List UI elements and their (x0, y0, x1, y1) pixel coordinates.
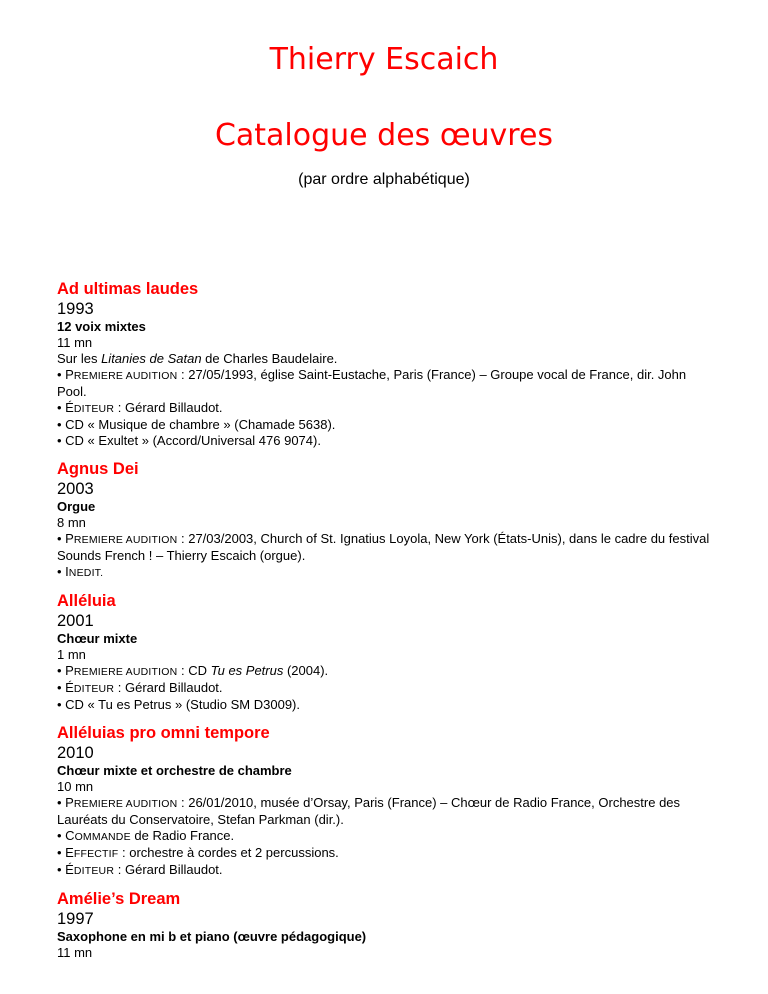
work-inedit (57, 564, 717, 581)
work-premiere (57, 795, 717, 828)
label-cap: É (65, 680, 74, 695)
label-rest: DITEUR (73, 683, 115, 695)
work-instrumentation: Chœur mixte et orchestre de chambre (57, 763, 292, 778)
editeur-text: : Gérard Billaudot. (114, 862, 223, 877)
work-entry (57, 591, 717, 713)
label-cap: E (65, 845, 74, 860)
label-rest: REMIERE AUDITION (73, 666, 178, 678)
commande-text: de Radio France. (130, 828, 235, 843)
work-editeur (57, 400, 717, 417)
work-premiere (57, 367, 717, 400)
work-premiere (57, 663, 717, 680)
work-cd: • CD « Tu es Petrus » (Studio SM D3009). (57, 697, 300, 712)
label-rest: NEDIT. (68, 567, 104, 579)
bullet: • (57, 531, 66, 546)
works-list (57, 279, 717, 971)
bullet: • (57, 400, 66, 415)
label-rest: REMIERE AUDITION (73, 534, 178, 546)
label-cap: P (65, 663, 74, 678)
editeur-text: : Gérard Billaudot. (114, 680, 223, 695)
work-title: Alléluia (57, 592, 116, 610)
work-year: 2003 (57, 480, 94, 498)
bullet: • (57, 828, 66, 843)
work-entry (57, 889, 717, 961)
work-text-source (57, 351, 717, 367)
editeur-text: : Gérard Billaudot. (114, 400, 223, 415)
work-commande (57, 828, 717, 845)
work-effectif (57, 845, 717, 862)
text-italic: Litanies de Satan (101, 351, 202, 366)
bullet: • (57, 795, 66, 810)
subtitle: (par ordre alphabétique) (298, 171, 470, 188)
work-entry (57, 723, 717, 879)
work-instrumentation: Orgue (57, 499, 96, 514)
bullet: • (57, 680, 66, 695)
work-cd: • CD « Musique de chambre » (Chamade 5638). (57, 417, 336, 432)
work-editeur (57, 680, 717, 697)
label-rest: DITEUR (73, 865, 115, 877)
bullet: • (57, 845, 66, 860)
label-rest: DITEUR (73, 403, 115, 415)
work-entry (57, 459, 717, 581)
work-instrumentation: 12 voix mixtes (57, 319, 146, 334)
label-cap: É (65, 400, 74, 415)
work-duration: 1 mn (57, 647, 86, 662)
text-prefix: Sur les (57, 351, 102, 366)
text-suffix: de Charles Baudelaire. (201, 351, 338, 366)
work-year: 2010 (57, 744, 94, 762)
catalogue-title: Catalogue des œuvres (214, 118, 554, 153)
premiere-text: : 27/03/2003, Church of St. Ignatius Loyola, New York (États-Unis), dans le cadre du festival Sounds French ! – Thierry Escaich (orgue). (57, 531, 710, 563)
premiere-prefix: : CD (177, 663, 211, 678)
work-year: 1993 (57, 300, 94, 318)
label-rest: OMMANDE (74, 831, 131, 843)
work-title: Ad ultimas laudes (57, 280, 199, 298)
work-year: 2001 (57, 612, 94, 630)
label-cap: É (65, 862, 74, 877)
label-cap: P (65, 795, 74, 810)
work-title: Agnus Dei (57, 460, 139, 478)
premiere-italic: Tu es Petrus (210, 663, 284, 678)
label-rest: REMIERE AUDITION (73, 798, 178, 810)
work-duration: 11 mn (57, 335, 93, 350)
label-cap: I (65, 564, 69, 579)
bullet: • (57, 367, 66, 382)
bullet: • (57, 564, 66, 579)
work-cd: • CD « Exultet » (Accord/Universal 476 9074). (57, 433, 321, 448)
work-title: Alléluias pro omni tempore (57, 724, 270, 742)
label-rest: FFECTIF (73, 848, 119, 860)
work-instrumentation: Chœur mixte (57, 631, 138, 646)
label-cap: P (65, 367, 74, 382)
label-cap: C (65, 828, 75, 843)
composer-name: Thierry Escaich (269, 42, 499, 77)
work-entry (57, 279, 717, 449)
label-rest: REMIERE AUDITION (73, 370, 178, 382)
work-duration: 8 mn (57, 515, 86, 530)
bullet: • (57, 862, 66, 877)
work-editeur (57, 862, 717, 879)
premiere-text: : 26/01/2010, musée d’Orsay, Paris (France) – Chœur de Radio France, Orchestre des Lauréats du Conservatoire, Stefan Parkman (dir.). (57, 795, 681, 827)
work-premiere (57, 531, 717, 564)
effectif-text: : orchestre à cordes et 2 percussions. (118, 845, 339, 860)
work-title: Amélie’s Dream (57, 890, 181, 908)
bullet: • (57, 663, 66, 678)
label-cap: P (65, 531, 74, 546)
premiere-text: : 27/05/1993, église Saint-Eustache, Paris (France) – Groupe vocal de France, dir. John Pool. (57, 367, 687, 399)
work-year: 1997 (57, 910, 94, 928)
work-duration: 10 mn (57, 779, 94, 794)
work-duration: 11 mn (57, 945, 93, 960)
premiere-suffix: (2004). (283, 663, 329, 678)
work-instrumentation: Saxophone en mi b et piano (œuvre pédagogique) (57, 929, 367, 944)
